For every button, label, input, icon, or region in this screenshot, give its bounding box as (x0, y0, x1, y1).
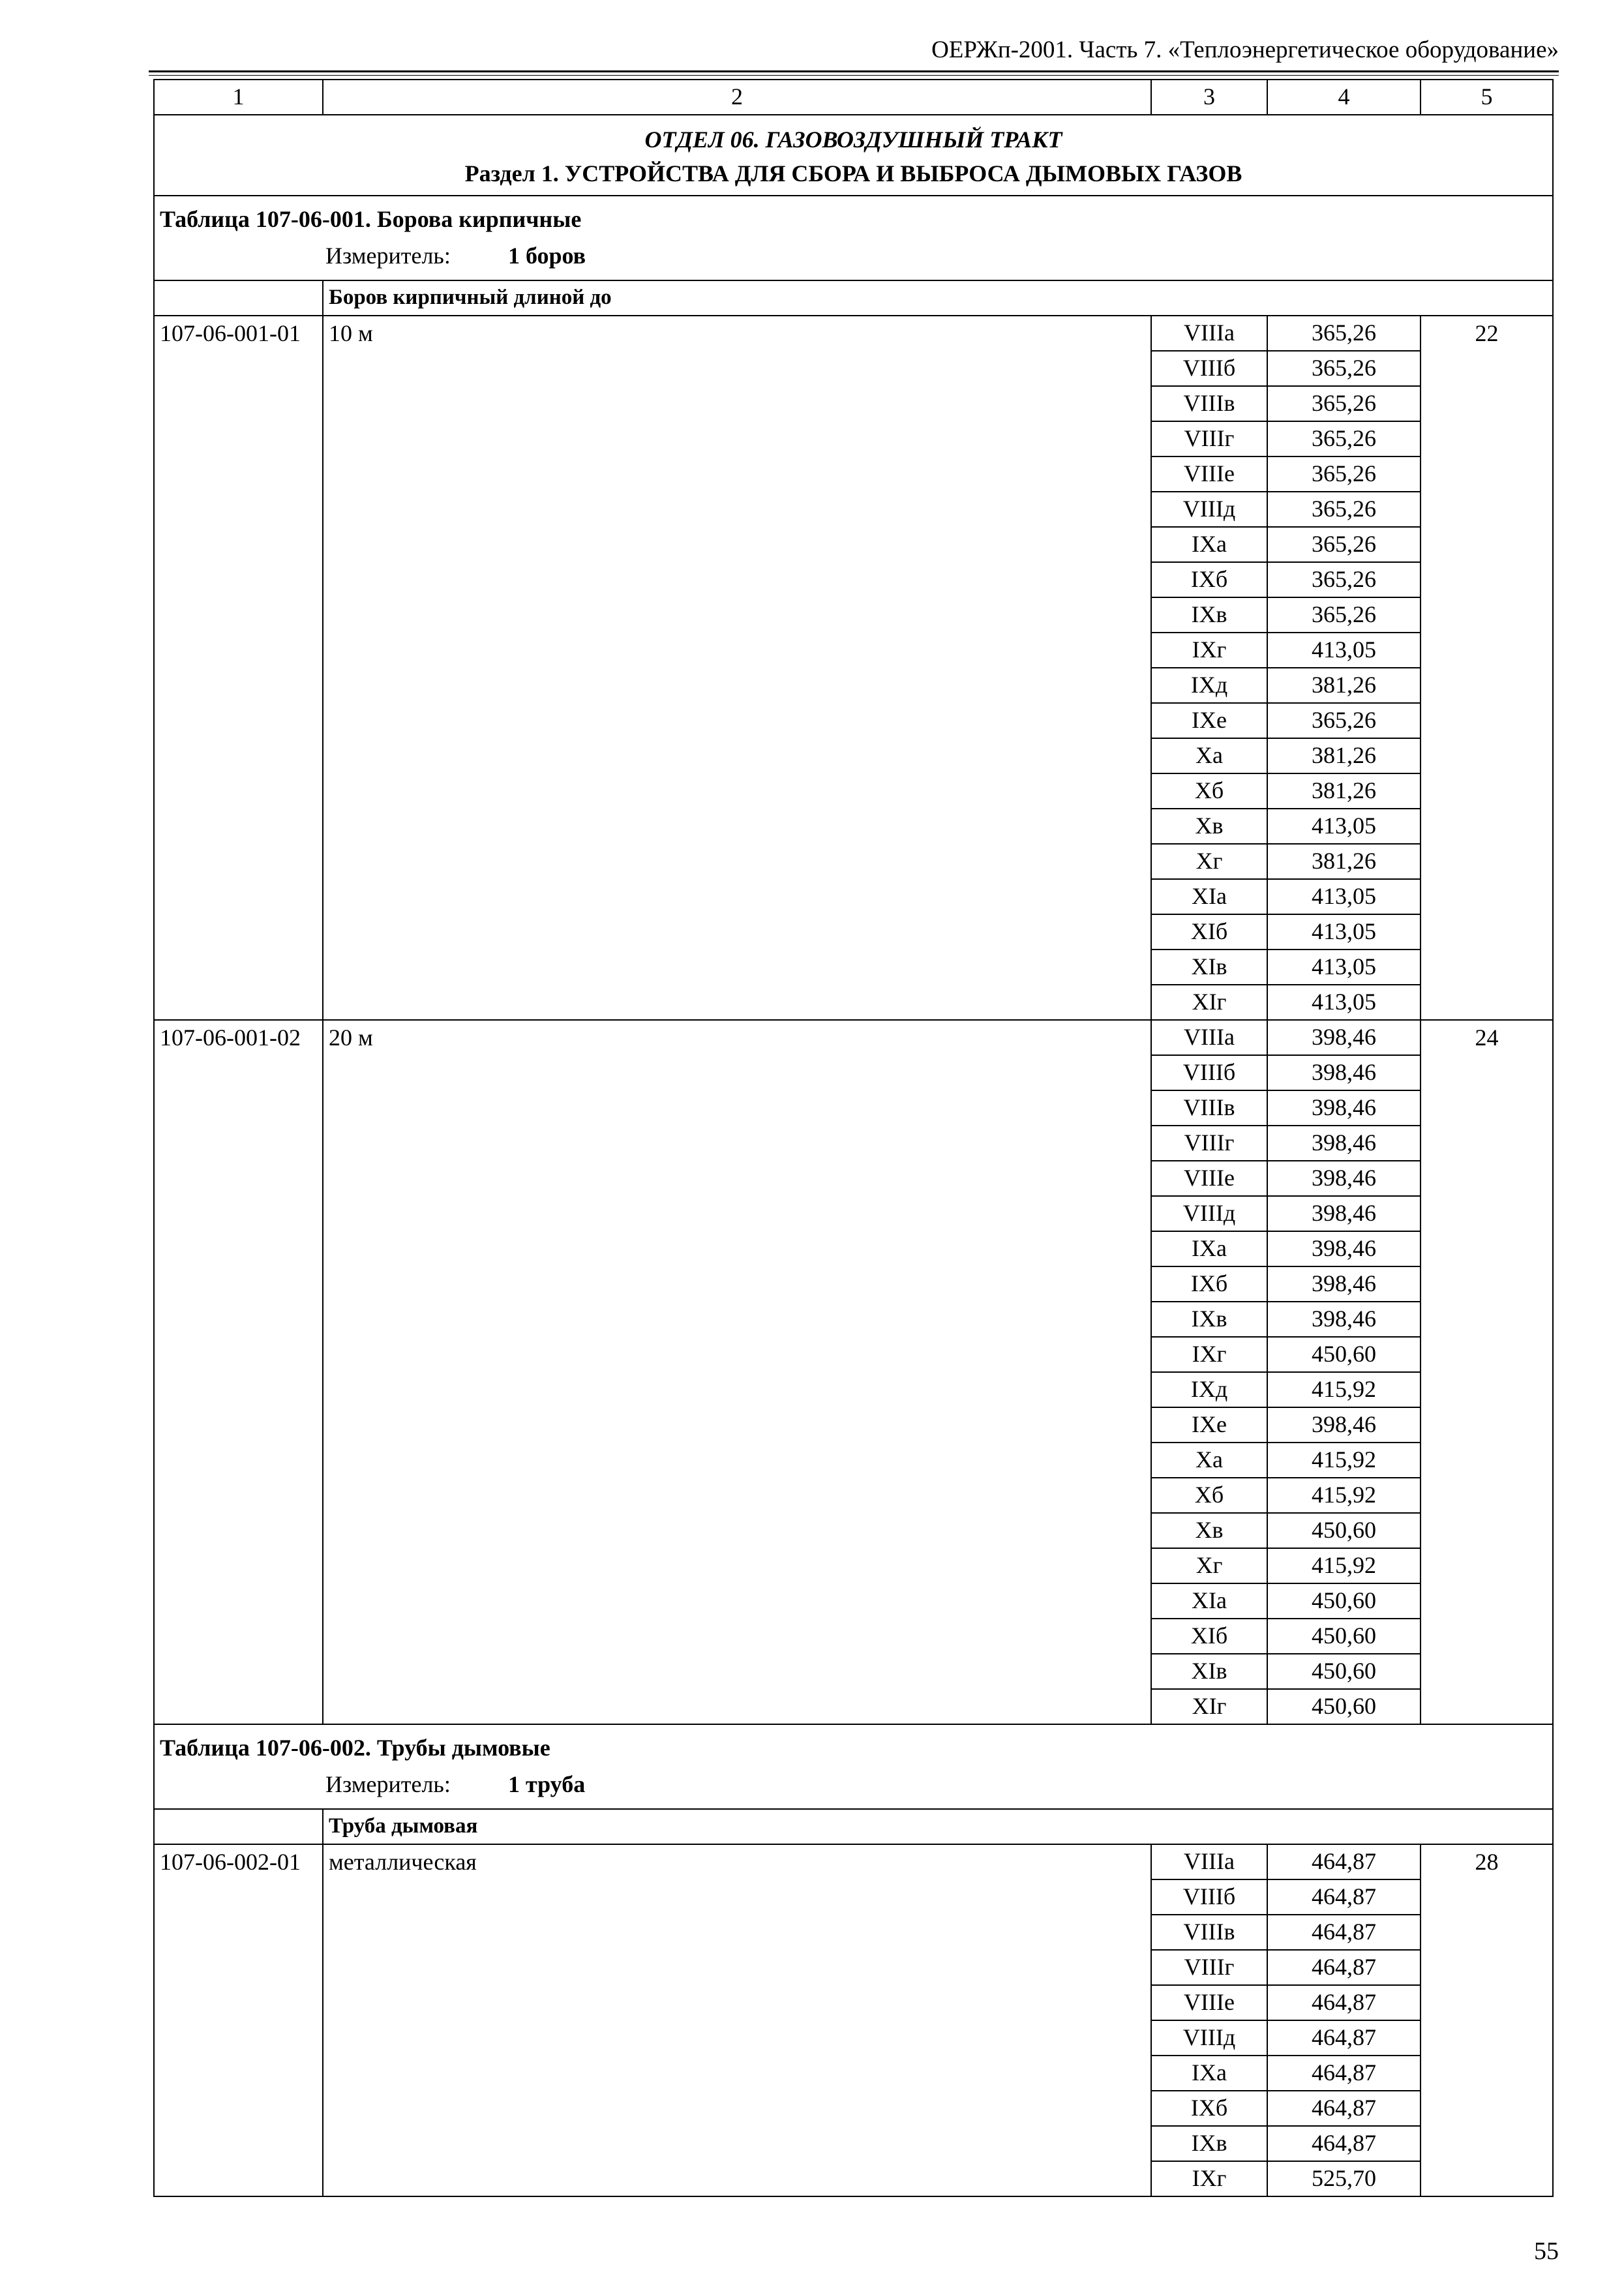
zone-cell: VIIIе (1151, 456, 1267, 492)
price-cell: 464,87 (1267, 1915, 1421, 1950)
price-cell: 365,26 (1267, 527, 1421, 562)
group-title: Боров кирпичный длиной до (323, 280, 1553, 316)
group-title: Труба дымовая (323, 1809, 1553, 1844)
table-row (154, 1020, 1553, 1055)
price-cell: 413,05 (1267, 633, 1421, 668)
zone-cell: VIIIе (1151, 1985, 1267, 2020)
page-number: 55 (1534, 2237, 1559, 2265)
zone-cell: Xа (1151, 1443, 1267, 1478)
price-cell: 450,60 (1267, 1583, 1421, 1619)
price-cell: 381,26 (1267, 844, 1421, 879)
zone-cell: VIIIб (1151, 1879, 1267, 1915)
price-cell: 398,46 (1267, 1055, 1421, 1090)
column-number: 4 (1267, 80, 1421, 115)
zone-cell: VIIIв (1151, 1090, 1267, 1126)
zone-cell: IXд (1151, 1372, 1267, 1407)
price-cell: 415,92 (1267, 1443, 1421, 1478)
price-cell: 398,46 (1267, 1161, 1421, 1196)
measure-value: 1 боров (508, 243, 586, 269)
zone-cell: IXв (1151, 1302, 1267, 1337)
measure-label: Измеритель: (325, 1771, 451, 1798)
header-rule (149, 70, 1559, 76)
zone-cell: Xв (1151, 809, 1267, 844)
price-cell: 413,05 (1267, 950, 1421, 985)
zone-cell: VIIIв (1151, 1915, 1267, 1950)
zone-cell: Xа (1151, 738, 1267, 773)
measure-cell (154, 1765, 1553, 1809)
price-cell: 415,92 (1267, 1548, 1421, 1583)
zone-cell: IXг (1151, 2161, 1267, 2196)
price-cell: 450,60 (1267, 1513, 1421, 1548)
price-cell: 450,60 (1267, 1689, 1421, 1724)
price-cell: 398,46 (1267, 1196, 1421, 1231)
zone-cell: VIIIг (1151, 1950, 1267, 1985)
zone-cell: Xг (1151, 1548, 1267, 1583)
zone-cell: XIб (1151, 914, 1267, 950)
price-cell: 365,26 (1267, 316, 1421, 351)
group-row (154, 1809, 1553, 1844)
item-code: 107-06-001-01 (154, 316, 323, 1020)
zone-cell: IXа (1151, 527, 1267, 562)
zone-cell: XIв (1151, 950, 1267, 985)
price-cell: 398,46 (1267, 1407, 1421, 1443)
estimate-table (153, 79, 1554, 2197)
price-cell: 365,26 (1267, 703, 1421, 738)
zone-cell: VIIIд (1151, 2020, 1267, 2056)
zone-cell: IXе (1151, 703, 1267, 738)
zone-cell: XIв (1151, 1654, 1267, 1689)
item-description: 10 м (323, 316, 1151, 1020)
price-cell: 464,87 (1267, 2056, 1421, 2091)
item-code: 107-06-002-01 (154, 1844, 323, 2196)
measure-cell (154, 237, 1553, 280)
price-cell: 413,05 (1267, 879, 1421, 914)
zone-cell: XIб (1151, 1619, 1267, 1654)
zone-cell: IXв (1151, 597, 1267, 633)
zone-cell: XIа (1151, 879, 1267, 914)
labor-cell: 22 (1421, 316, 1553, 1020)
price-cell: 365,26 (1267, 386, 1421, 421)
section-row (154, 157, 1553, 196)
price-cell: 464,87 (1267, 1950, 1421, 1985)
price-cell: 398,46 (1267, 1231, 1421, 1266)
column-number: 5 (1421, 80, 1553, 115)
zone-cell: XIа (1151, 1583, 1267, 1619)
zone-cell: VIIIг (1151, 421, 1267, 456)
measure-value: 1 труба (508, 1771, 586, 1798)
price-cell: 398,46 (1267, 1302, 1421, 1337)
price-cell: 381,26 (1267, 738, 1421, 773)
price-cell: 413,05 (1267, 809, 1421, 844)
zone-cell: Xб (1151, 773, 1267, 809)
zone-cell: VIIIе (1151, 1161, 1267, 1196)
zone-cell: VIIIв (1151, 386, 1267, 421)
column-number: 3 (1151, 80, 1267, 115)
item-description: 20 м (323, 1020, 1151, 1724)
estimate-table-body (154, 80, 1553, 2196)
price-cell: 365,26 (1267, 562, 1421, 597)
zone-cell: IXб (1151, 562, 1267, 597)
zone-cell: XIг (1151, 1689, 1267, 1724)
measure-row (154, 237, 1553, 280)
table-row (154, 316, 1553, 351)
zone-cell: IXг (1151, 633, 1267, 668)
section-title: Раздел 1. УСТРОЙСТВА ДЛЯ СБОРА И ВЫБРОСА ДЫМОВЫХ ГАЗОВ (154, 157, 1553, 196)
zone-cell: VIIIд (1151, 492, 1267, 527)
zone-cell: VIIIб (1151, 1055, 1267, 1090)
group-empty-cell (154, 280, 323, 316)
running-head: ОЕРЖп-2001. Часть 7. «Теплоэнергетическое оборудование» (931, 37, 1559, 63)
zone-cell: IXг (1151, 1337, 1267, 1372)
zone-cell: IXд (1151, 668, 1267, 703)
column-number: 1 (154, 80, 323, 115)
price-cell: 464,87 (1267, 2091, 1421, 2126)
table-title-row (154, 1724, 1553, 1765)
price-cell: 365,26 (1267, 351, 1421, 386)
zone-cell: VIIIа (1151, 1020, 1267, 1055)
group-row (154, 280, 1553, 316)
price-cell: 525,70 (1267, 2161, 1421, 2196)
zone-cell: VIIIг (1151, 1126, 1267, 1161)
price-cell: 365,26 (1267, 492, 1421, 527)
column-number-row (154, 80, 1553, 115)
measure-row (154, 1765, 1553, 1809)
price-cell: 464,87 (1267, 2126, 1421, 2161)
price-cell: 464,87 (1267, 2020, 1421, 2056)
price-cell: 450,60 (1267, 1654, 1421, 1689)
price-cell: 365,26 (1267, 421, 1421, 456)
table-title: Таблица 107-06-002. Трубы дымовые (154, 1724, 1553, 1765)
zone-cell: IXа (1151, 2056, 1267, 2091)
price-cell: 413,05 (1267, 914, 1421, 950)
zone-cell: VIIIд (1151, 1196, 1267, 1231)
item-description: металлическая (323, 1844, 1151, 2196)
table-title: Таблица 107-06-001. Борова кирпичные (154, 196, 1553, 237)
measure-label: Измеритель: (325, 243, 451, 269)
zone-cell: IXб (1151, 1266, 1267, 1302)
department-title: ОТДЕЛ 06. ГАЗОВОЗДУШНЫЙ ТРАКТ (154, 115, 1553, 157)
price-cell: 365,26 (1267, 597, 1421, 633)
zone-cell: VIIIа (1151, 1844, 1267, 1879)
price-cell: 464,87 (1267, 1985, 1421, 2020)
zone-cell: IXе (1151, 1407, 1267, 1443)
price-cell: 398,46 (1267, 1126, 1421, 1161)
labor-cell: 28 (1421, 1844, 1553, 2196)
column-number: 2 (323, 80, 1151, 115)
zone-cell: Xв (1151, 1513, 1267, 1548)
zone-cell: IXа (1151, 1231, 1267, 1266)
zone-cell: XIг (1151, 985, 1267, 1020)
price-cell: 450,60 (1267, 1337, 1421, 1372)
table-row (154, 1844, 1553, 1879)
price-cell: 365,26 (1267, 456, 1421, 492)
group-empty-cell (154, 1809, 323, 1844)
price-cell: 464,87 (1267, 1844, 1421, 1879)
price-cell: 381,26 (1267, 668, 1421, 703)
price-cell: 464,87 (1267, 1879, 1421, 1915)
price-cell: 413,05 (1267, 985, 1421, 1020)
zone-cell: VIIIа (1151, 316, 1267, 351)
labor-cell: 24 (1421, 1020, 1553, 1724)
table-title-row (154, 196, 1553, 237)
price-cell: 398,46 (1267, 1266, 1421, 1302)
zone-cell: Xг (1151, 844, 1267, 879)
department-row (154, 115, 1553, 157)
price-cell: 450,60 (1267, 1619, 1421, 1654)
price-cell: 381,26 (1267, 773, 1421, 809)
item-code: 107-06-001-02 (154, 1020, 323, 1724)
zone-cell: Xб (1151, 1478, 1267, 1513)
zone-cell: IXв (1151, 2126, 1267, 2161)
zone-cell: IXб (1151, 2091, 1267, 2126)
price-cell: 415,92 (1267, 1478, 1421, 1513)
price-cell: 398,46 (1267, 1090, 1421, 1126)
price-cell: 398,46 (1267, 1020, 1421, 1055)
zone-cell: VIIIб (1151, 351, 1267, 386)
price-cell: 415,92 (1267, 1372, 1421, 1407)
